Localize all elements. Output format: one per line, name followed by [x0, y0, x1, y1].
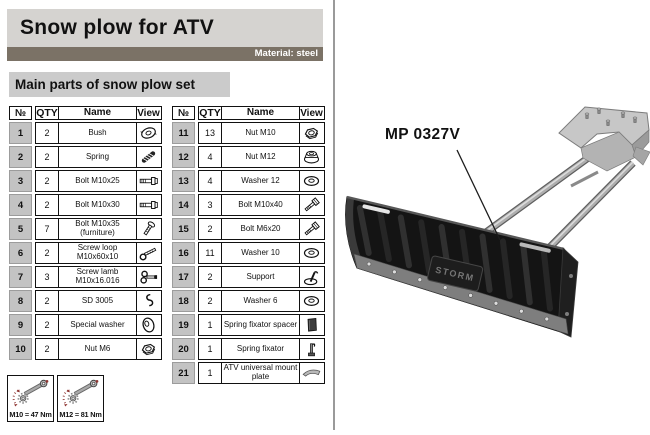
part-name-cell: Bolt M10x25: [59, 171, 137, 191]
part-view-cell: [300, 291, 323, 311]
part-qty-cell: 3: [199, 195, 222, 215]
part-name-cell: Washer 10: [222, 243, 300, 263]
part-view-cell: [137, 147, 160, 167]
part-qty-cell: 1: [199, 363, 222, 383]
washer-icon: [301, 292, 322, 310]
part-number-cell: 14: [172, 194, 195, 216]
number-column: [9, 106, 32, 362]
section-title: Main parts of snow plow set: [9, 72, 230, 97]
part-qty-cell: 2: [36, 243, 59, 263]
table-row: [198, 170, 325, 192]
table-row: [35, 338, 162, 360]
part-qty-cell: 1: [199, 339, 222, 359]
part-number-cell: 16: [172, 242, 195, 264]
part-number-cell: 12: [172, 146, 195, 168]
table-row: [198, 362, 325, 384]
part-name-cell: Bush: [59, 123, 137, 143]
part-view-cell: [137, 267, 160, 287]
plow-blade: [346, 197, 578, 337]
part-view-cell: [137, 315, 160, 335]
table-row: [35, 170, 162, 192]
part-qty-cell: 1: [199, 315, 222, 335]
part-qty-cell: 7: [36, 219, 59, 239]
part-view-cell: [300, 315, 323, 335]
table-row: [35, 194, 162, 216]
part-name-cell: Bolt M6x20: [222, 219, 300, 239]
part-qty-cell: 3: [36, 267, 59, 287]
table-row: [198, 266, 325, 288]
part-qty-cell: 4: [199, 171, 222, 191]
part-name-cell: Bolt M10x30: [59, 195, 137, 215]
page-title: Snow plow for ATV: [7, 9, 323, 47]
part-qty-cell: 13: [199, 123, 222, 143]
torque-wrench-icon: [11, 378, 51, 408]
part-number-cell: 17: [172, 266, 195, 288]
snow-plow-illustration: [335, 0, 650, 430]
mount-plate-icon: [301, 364, 322, 382]
part-view-cell: [300, 171, 323, 191]
qty-header-cell: QTY: [199, 107, 221, 119]
bolt-diagonal-icon: [301, 196, 322, 214]
screw-loop-icon: [138, 244, 159, 262]
view-header-cell: View: [137, 107, 160, 119]
part-qty-cell: 2: [199, 219, 222, 239]
part-number-cell: 6: [9, 242, 32, 264]
part-name-cell: Spring fixator: [222, 339, 300, 359]
name-header-cell: Name: [222, 107, 300, 119]
table-row: [35, 314, 162, 336]
material-bar: [7, 47, 323, 61]
screw-lamb-icon: [138, 268, 159, 286]
sd-clip-icon: [138, 292, 159, 310]
material-label: Material: steel: [254, 48, 318, 59]
parts-table-right: [172, 106, 325, 386]
torque-spec-label: M10 = 47 Nm: [9, 410, 52, 419]
part-name-cell: Nut M12: [222, 147, 300, 167]
part-name-cell: Screw lamb M10x16.016: [59, 267, 137, 287]
part-view-cell: [137, 291, 160, 311]
part-name-cell: Special washer: [59, 315, 137, 335]
part-number-cell: 4: [9, 194, 32, 216]
support-icon: [301, 268, 322, 286]
snow-plow-drawing: [335, 0, 650, 430]
table-row: [198, 290, 325, 312]
table-row: [198, 242, 325, 264]
view-header-cell: View: [300, 107, 323, 119]
part-name-cell: Nut M10: [222, 123, 300, 143]
washer-icon: [301, 244, 322, 262]
table-row: [198, 146, 325, 168]
part-qty-cell: 2: [199, 267, 222, 287]
qty-header-cell: QTY: [36, 107, 58, 119]
bush-washer-icon: [138, 124, 159, 142]
torque-spec-label: M12 = 81 Nm: [59, 410, 102, 419]
part-qty-cell: 2: [36, 339, 59, 359]
part-qty-cell: 11: [199, 243, 222, 263]
part-number-cell: 3: [9, 170, 32, 192]
part-view-cell: [137, 219, 160, 239]
part-name-cell: Spring: [59, 147, 137, 167]
nut-icon: [138, 340, 159, 358]
part-name-cell: Spring fixator spacer: [222, 315, 300, 335]
number-header-cell: №: [9, 106, 32, 120]
bolt-side-icon: [138, 172, 159, 190]
part-name-cell: Washer 6: [222, 291, 300, 311]
part-number-cell: 7: [9, 266, 32, 288]
nut-icon: [301, 124, 322, 142]
part-number-cell: 11: [172, 122, 195, 144]
number-header-cell: №: [172, 106, 195, 120]
part-view-cell: [300, 219, 323, 239]
name-header-cell: Name: [59, 107, 137, 119]
part-view-cell: [300, 123, 323, 143]
part-name-cell: SD 3005: [59, 291, 137, 311]
part-view-cell: [137, 339, 160, 359]
part-number-cell: 19: [172, 314, 195, 336]
table-row: [35, 218, 162, 240]
blade-logo-text: STORM: [434, 264, 476, 284]
table-row: [35, 290, 162, 312]
table-row: [198, 122, 325, 144]
part-qty-cell: 2: [36, 171, 59, 191]
spacer-plate-icon: [301, 316, 322, 334]
part-number-cell: 21: [172, 362, 195, 384]
part-view-cell: [137, 123, 160, 143]
table-row: [35, 146, 162, 168]
part-name-cell: Washer 12: [222, 171, 300, 191]
spring-icon: [138, 148, 159, 166]
bolt-furniture-icon: [138, 220, 159, 238]
part-view-cell: [137, 171, 160, 191]
nut-flange-icon: [301, 148, 322, 166]
bolt-side-icon: [138, 196, 159, 214]
part-name-cell: ATV universal mount plate: [222, 363, 300, 383]
part-number-cell: 9: [9, 314, 32, 336]
part-number-cell: 15: [172, 218, 195, 240]
part-qty-cell: 2: [36, 123, 59, 143]
part-name-cell: Bolt M10x35 (furniture): [59, 219, 137, 239]
washer-icon: [301, 172, 322, 190]
torque-spec-box: [57, 375, 104, 422]
part-view-cell: [300, 339, 323, 359]
part-number-cell: 2: [9, 146, 32, 168]
table-row: [35, 242, 162, 264]
main-column: [35, 106, 162, 362]
part-number-cell: 10: [9, 338, 32, 360]
part-qty-cell: 2: [36, 291, 59, 311]
table-row: [198, 218, 325, 240]
table-header-row: [35, 106, 162, 120]
parts-table-left: [9, 106, 162, 362]
part-view-cell: [137, 243, 160, 263]
table-row: [198, 314, 325, 336]
torque-wrench-icon: [61, 378, 101, 408]
part-name-cell: Screw loop M10x60x10: [59, 243, 137, 263]
model-number-label: MP 0327V: [385, 126, 461, 143]
table-row: [35, 266, 162, 288]
special-washer-icon: [138, 316, 159, 334]
part-view-cell: [300, 243, 323, 263]
part-number-cell: 8: [9, 290, 32, 312]
torque-spec-box: [7, 375, 54, 422]
part-number-cell: 1: [9, 122, 32, 144]
part-name-cell: Bolt M10x40: [222, 195, 300, 215]
part-number-cell: 5: [9, 218, 32, 240]
table-row: [35, 122, 162, 144]
part-view-cell: [300, 267, 323, 287]
main-column: [198, 106, 325, 386]
part-number-cell: 18: [172, 290, 195, 312]
part-number-cell: 20: [172, 338, 195, 360]
part-name-cell: Support: [222, 267, 300, 287]
mount-plate: [559, 107, 650, 171]
part-qty-cell: 2: [36, 195, 59, 215]
part-number-cell: 13: [172, 170, 195, 192]
part-view-cell: [300, 195, 323, 215]
part-view-cell: [300, 147, 323, 167]
part-qty-cell: 2: [36, 315, 59, 335]
table-header-row: [198, 106, 325, 120]
part-view-cell: [137, 195, 160, 215]
part-name-cell: Nut M6: [59, 339, 137, 359]
part-qty-cell: 2: [199, 291, 222, 311]
part-qty-cell: 4: [199, 147, 222, 167]
table-row: [198, 338, 325, 360]
spring-fixator-icon: [301, 340, 322, 358]
bolt-diagonal-icon: [301, 220, 322, 238]
part-view-cell: [300, 363, 323, 383]
part-qty-cell: 2: [36, 147, 59, 167]
number-column: [172, 106, 195, 386]
table-row: [198, 194, 325, 216]
